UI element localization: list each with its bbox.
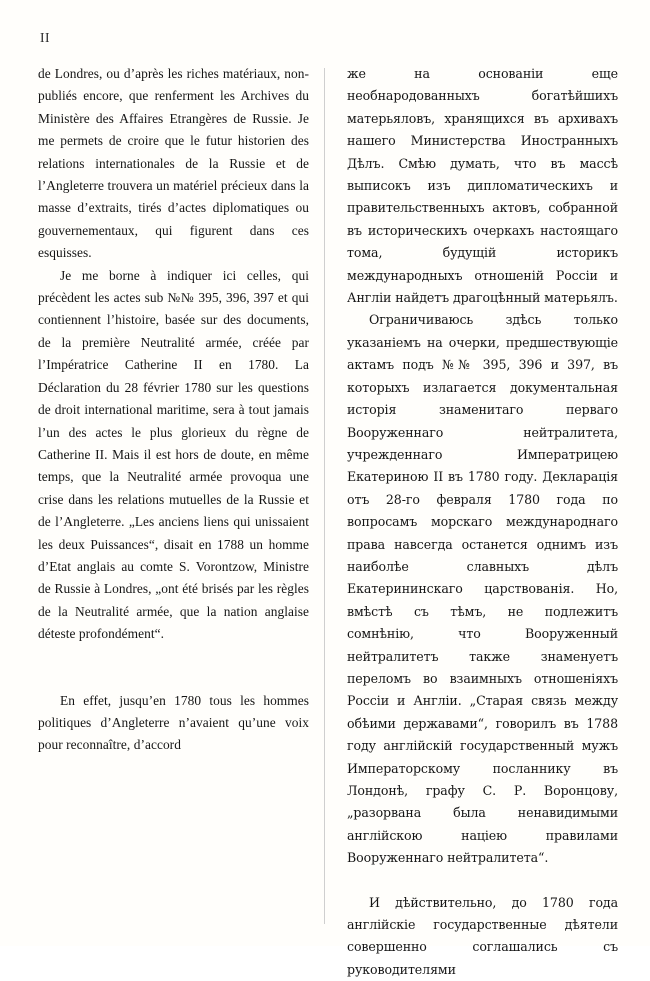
left-column-french bbox=[38, 63, 309, 923]
page-number: II bbox=[40, 30, 50, 45]
paragraph: же на основаніи еще необнародованныхъ богатѣйшихъ матерьяловъ, хранящихся въ архивахъ нашего Министерства Иностранныхъ Дѣлъ. Смѣю думать, что въ массѣ выписокъ изъ дипломатическихъ и правительственныхъ актовъ, собранной въ историческихъ очеркахъ настоящаго тома, будущій историкъ международныхъ отношеній Россіи и Англіи найдетъ драгоцѣнный матерьялъ. bbox=[347, 66, 618, 306]
paragraph: de Londres, ou d’après les riches matériaux, non-publiés encore, que renferment les Archives du Ministère des Affaires Etrangères de Russie. Je me permets de croire que le futur historien des relations internationales de la Russie et de l’Angleterre trouvera un matériel précieux dans la masse d’extraits, tirés d’actes diplomatiques ou gouvernementaux, qui figurent dans ces esquisses. bbox=[38, 66, 309, 261]
paragraph: Ограничиваюсь здѣсь только указаніемъ на очерки, предшествующіе актамъ подъ №№ 395, 396 и 397, въ которыхъ излагается документальная исторія знаменитаго перваго Вооруженнаго нейтралитета, учрежденнаго Императрицею Екатериною II въ 1780 году. Декларація отъ 28-го февраля 1780 года по вопросамъ морскаго международнаго права навсегда останется однимъ изъ наиболѣе славныхъ дѣлъ Екатерининскаго царствованія. Но, вмѣстѣ съ тѣмъ, не подлежитъ сомнѣнію, что Вооруженный нейтралитетъ также знаменуетъ переломъ во взаимныхъ отношеніяхъ Россіи и Англіи. „Старая связь между обѣими державами“, говорилъ въ 1788 году англійскій государственный мужъ Императорскому посланнику въ Лондонѣ, графу С. Р. Воронцову, „разорвана была ненавидимыми англійскою націею правилами Вооруженнаго нейтралитета“. bbox=[347, 312, 618, 866]
right-column-russian bbox=[347, 63, 618, 977]
paragraph: Je me borne à indiquer ici celles, qui précèdent les actes sub №№ 395, 396, 397 et qui contiennent l’histoire, basée sur des documents, de la première Neutralité armée, créée par l’Impératrice Catherine II en 1780. La Déclaration du 28 février 1780 sur les questions de droit international maritime, sera à tout jamais l’un des actes le plus glorieux du règne de Catherine II. Mais il est hors de doute, en même temps, que la Neutralité armée provoqua une crise dans les relations mutuelles de la Russie et de l’Angleterre. „Les anciens liens qui unissaient les deux Puissances“, disait en 1788 un homme d’Etat anglais au comte S. Vorontzow, Ministre de Russie à Londres, „ont été brisés par les règles de la Neutralité armée, que la nation anglaise déteste profondément“. bbox=[38, 267, 309, 642]
paragraph: И дѣйствительно, до 1780 года англійскіе государственные дѣятели совершенно соглашались съ руководителями bbox=[347, 894, 618, 977]
paragraph: En effet, jusqu’en 1780 tous les hommes politiques d’Angleterre n’avaient qu’une voix pour reconnaître, d’accord bbox=[38, 692, 309, 753]
two-column-body bbox=[38, 63, 618, 977]
